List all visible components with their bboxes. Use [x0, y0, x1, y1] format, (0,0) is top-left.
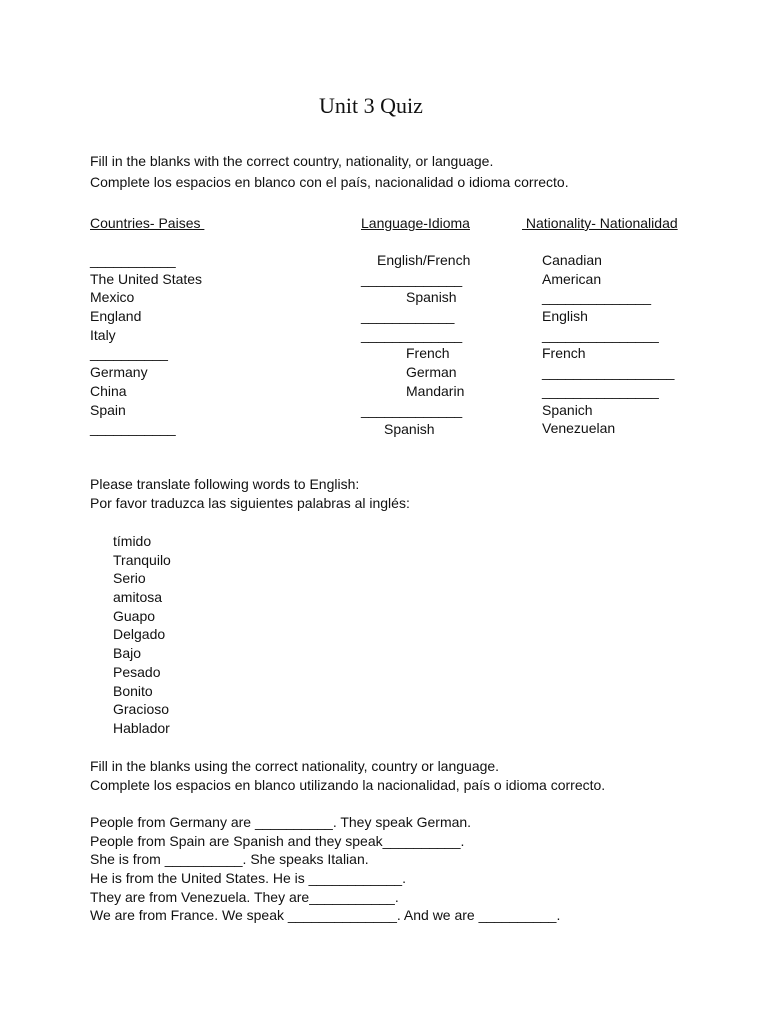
country-cell: The United States [90, 270, 203, 287]
language-cell: Spanish [384, 421, 435, 437]
fill-sentence: We are from France. We speak ______________. And we are __________. [90, 907, 561, 924]
language-cell: Mandarin [406, 383, 465, 399]
translate-word: Bajo [113, 645, 142, 662]
translate-word: Tranquilo [113, 551, 171, 568]
nationality-cell: Spanich [542, 401, 593, 418]
fill-sentence: He is from the United States. He is ____________. [90, 870, 406, 887]
nationality-cell: ______________ [542, 289, 652, 306]
fill-instructions-en: Fill in the blanks using the correct nationality, country or language. [90, 758, 500, 774]
country-cell: Germany [90, 364, 148, 381]
fill-sentence: People from Spain are Spanish and they speak__________. [90, 832, 465, 849]
country-cell: Spain [90, 401, 126, 418]
fill-sentence: They are from Venezuela. They are___________. [90, 888, 399, 905]
translate-instructions-es: Por favor traduzca las siguientes palabras al inglés: [90, 495, 410, 511]
header-language: Language-Idioma [361, 215, 470, 231]
header-countries: Countries- Paises [90, 215, 205, 231]
country-cell: Mexico [90, 289, 135, 306]
nationality-cell: French [542, 345, 586, 362]
language-cell: French [406, 345, 450, 361]
nationality-cell: _______________ [542, 326, 659, 343]
page-title: Unit 3 Quiz [319, 93, 423, 118]
language-cell: Spanish [406, 289, 457, 305]
language-cell: _____________ [361, 327, 463, 343]
header-nationality: Nationality- Nationalidad [522, 215, 678, 231]
nationalities-column [542, 251, 674, 438]
country-cell: ___________ [90, 252, 176, 268]
translate-word-list [113, 532, 171, 738]
translate-word: Hablador [113, 719, 170, 736]
translate-word: Gracioso [113, 701, 170, 718]
fill-sentence: People from Germany are __________. They speak German. [90, 814, 472, 830]
nationality-cell: _______________ [542, 382, 659, 399]
fill-sentence-list [90, 813, 560, 925]
translate-word: tímido [113, 533, 152, 549]
translate-word: Delgado [113, 626, 166, 643]
nationality-cell: _________________ [542, 364, 675, 381]
intro-instructions-es: Complete los espacios en blanco con el país, nacionalidad o idioma correcto. [90, 174, 569, 190]
country-cell: Italy [90, 326, 116, 343]
nationality-cell: Venezuelan [542, 420, 616, 437]
country-cell: China [90, 382, 127, 399]
translate-word: Serio [113, 570, 146, 587]
translate-word: amitosa [113, 589, 163, 606]
language-cell: German [406, 364, 457, 380]
country-cell: England [90, 308, 142, 325]
translate-word: Guapo [113, 607, 156, 624]
fill-instructions-es: Complete los espacios en blanco utilizando la nacionalidad, país o idioma correcto. [90, 777, 606, 793]
country-cell: ___________ [90, 420, 176, 437]
nationality-cell: Canadian [542, 252, 602, 268]
nationality-cell: American [542, 270, 602, 287]
intro-instructions-en: Fill in the blanks with the correct country, nationality, or language. [90, 153, 494, 169]
translate-word: Bonito [113, 682, 153, 699]
language-cell: ____________ [361, 308, 455, 324]
fill-sentence: She is from __________. She speaks Italian. [90, 851, 369, 868]
language-cell: _____________ [361, 271, 463, 287]
countries-column [90, 251, 202, 438]
language-cell: English/French [377, 252, 471, 268]
language-cell: _____________ [361, 402, 463, 418]
translate-instructions-en: Please translate following words to English: [90, 476, 360, 492]
country-cell: __________ [90, 345, 168, 362]
translate-word: Pesado [113, 663, 161, 680]
nationality-cell: English [542, 308, 588, 325]
